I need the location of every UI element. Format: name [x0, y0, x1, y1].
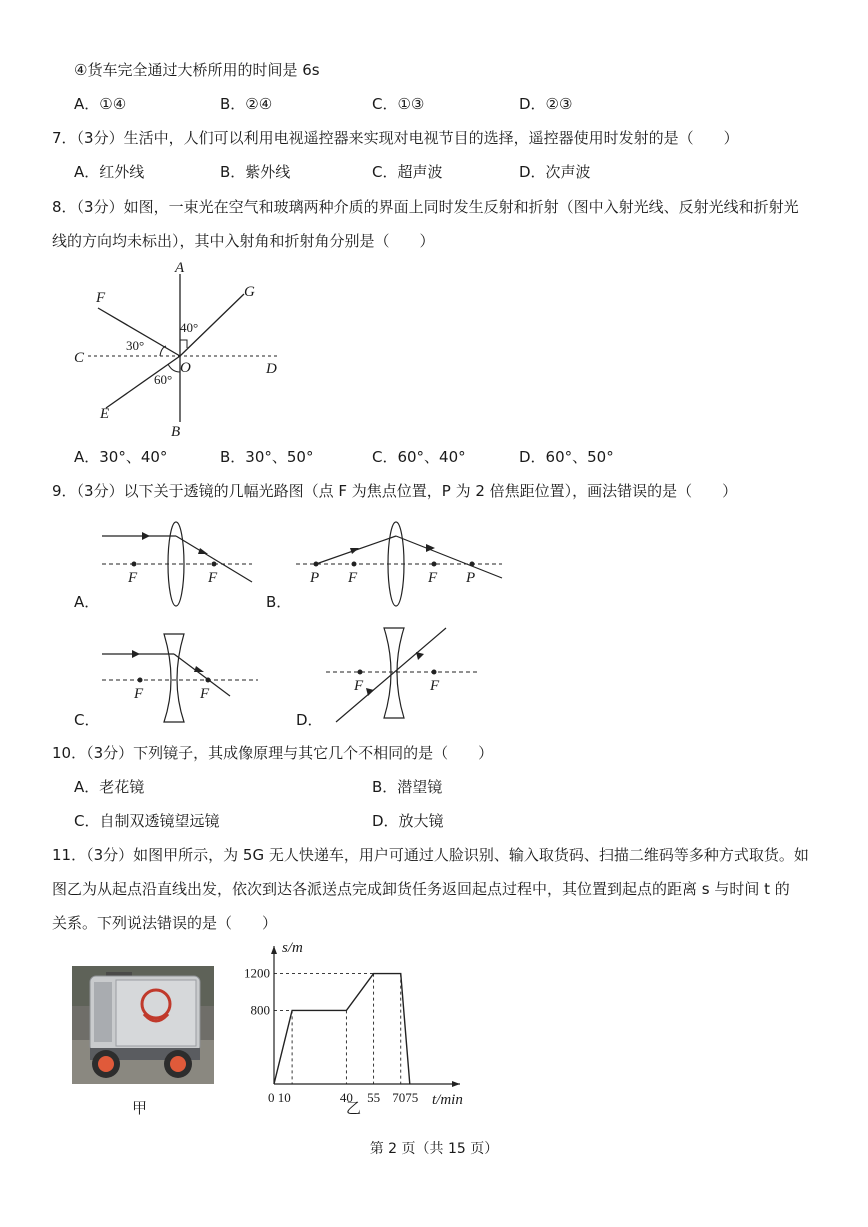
q6-option-c: C．①③	[372, 95, 425, 113]
x-tick-label-3: 7075	[392, 1090, 419, 1105]
point-b-label: B	[171, 424, 181, 440]
x-tick-label-1: 40	[339, 1090, 353, 1105]
point-e-label: E	[100, 406, 110, 422]
q8-reflection-refraction-figure	[64, 256, 294, 440]
photo-caption: 甲	[132, 1099, 148, 1117]
angle-40-label: 40°	[180, 320, 199, 335]
q10-option-d: D．放大镜	[372, 812, 444, 830]
y-axis-arrow	[271, 946, 277, 954]
q9-diagram-a	[96, 518, 256, 610]
q10-option-a: A．老花镜	[74, 778, 145, 796]
angle-60-label: 60°	[154, 372, 173, 387]
q11-stem-line3: 关系。下列说法错误的是（ ）	[52, 914, 278, 932]
y-tick-800: 800	[250, 1002, 270, 1018]
point-f-left-c: F	[134, 686, 144, 702]
q6-option-a: A．①④	[74, 95, 127, 113]
point-f-left: F	[128, 570, 138, 586]
point-f-left-b: F	[348, 570, 358, 586]
x-tick-label-2: 55	[367, 1090, 381, 1105]
point-f-right: F	[208, 570, 218, 586]
q8-option-c: C．60°、40°	[372, 448, 466, 466]
q9-diagram-b	[290, 518, 508, 610]
x-axis-arrow	[452, 1081, 460, 1087]
point-o-label: O	[180, 360, 191, 376]
q8-option-b: B．30°、50°	[220, 448, 314, 466]
point-f-right-b: F	[428, 570, 438, 586]
q9-label-a: A．	[74, 593, 100, 611]
q9-stem: 9．（3分）以下关于透镜的几幅光路图（点 F 为焦点位置，P 为 2 倍焦距位置），画法错误的是（ ）	[52, 482, 738, 500]
point-f-right-c: F	[200, 686, 210, 702]
point-p-left: P	[310, 570, 320, 586]
q8-stem-line2: 线的方向均未标出），其中入射角和折射角分别是（ ）	[52, 232, 435, 250]
q7-option-a: A．红外线	[74, 163, 145, 181]
q7-option-d: D．次声波	[519, 163, 591, 181]
y-axis-label: s/m	[282, 940, 303, 956]
angle-60-arc	[168, 364, 180, 372]
x-tick-label-0: 0 10	[268, 1090, 291, 1105]
q9-label-d: D．	[296, 711, 323, 729]
q8-option-d: D．60°、50°	[519, 448, 614, 466]
q8-option-a: A．30°、40°	[74, 448, 168, 466]
x-axis-label: t/min	[432, 1092, 463, 1108]
y-tick-1200: 1200	[244, 965, 270, 981]
delivery-vehicle-photo	[72, 966, 214, 1084]
angle-40-arc	[180, 340, 187, 348]
q10-option-b: B．潜望镜	[372, 778, 443, 796]
point-f-right-d: F	[430, 678, 440, 694]
q10-stem: 10．（3分）下列镜子，其成像原理与其它几个不相同的是（ ）	[52, 744, 494, 762]
q9-label-b: B．	[266, 593, 292, 611]
point-c-label: C	[74, 350, 85, 366]
angle-30-label: 30°	[126, 338, 145, 353]
q8-stem-line1: 8．（3分）如图，一束光在空气和玻璃两种介质的界面上同时发生反射和折射（图中入射光线、反射光线和折射光	[52, 198, 799, 216]
q6-statement-4: ④货车完全通过大桥所用的时间是 6s	[74, 61, 320, 79]
q6-option-d: D．②③	[519, 95, 573, 113]
point-a-label: A	[175, 260, 185, 276]
point-f-left-d: F	[354, 678, 364, 694]
q6-option-b: B．②④	[220, 95, 273, 113]
q9-diagram-c	[96, 628, 266, 724]
q11-stem-line1: 11．（3分）如图甲所示，为 5G 无人快递车，用户可通过人脸识别、输入取货码、扫描二维码等多种方式取货。如	[52, 846, 809, 864]
point-g-label: G	[244, 284, 255, 300]
series-line	[274, 974, 410, 1084]
graph-caption: 乙	[346, 1099, 362, 1117]
point-f-label: F	[96, 290, 106, 306]
q9-label-c: C．	[74, 711, 100, 729]
q9-diagram-d	[322, 624, 484, 726]
q7-option-c: C．超声波	[372, 163, 443, 181]
q7-stem: 7．（3分）生活中，人们可以利用电视遥控器来实现对电视节目的选择，遥控器使用时发射的是（ ）	[52, 129, 739, 147]
point-p-right: P	[466, 570, 476, 586]
distance-time-graph	[236, 936, 476, 1120]
q11-stem-line2: 图乙为从起点沿直线出发，依次到达各派送点完成卸货任务返回起点过程中，其位置到起点的距离 s 与时间 t 的	[52, 880, 790, 898]
q7-option-b: B．紫外线	[220, 163, 291, 181]
point-d-label: D	[266, 361, 277, 377]
q10-option-c: C．自制双透镜望远镜	[74, 812, 220, 830]
page-footer: 第 2 页（共 15 页）	[369, 1141, 499, 1157]
